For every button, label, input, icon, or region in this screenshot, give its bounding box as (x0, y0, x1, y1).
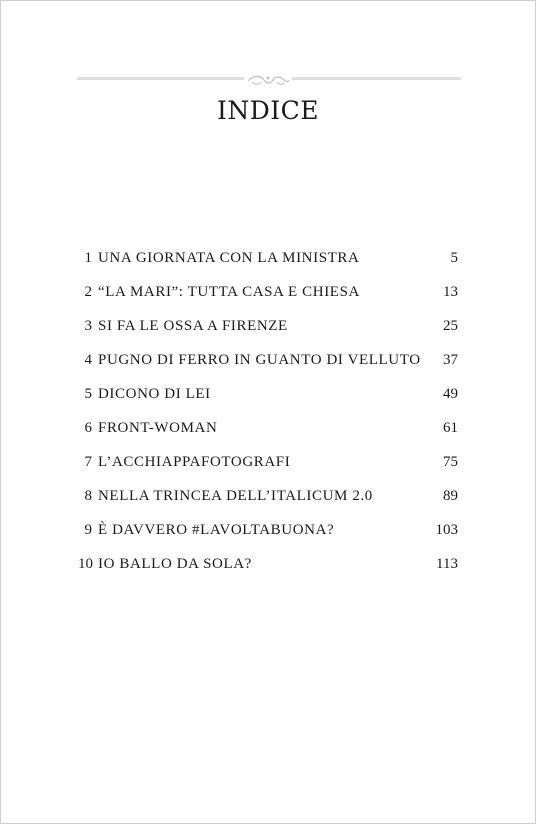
chapter-title: IO BALLO DA SOLA? (98, 556, 252, 572)
chapter-number: 7 (84, 454, 92, 470)
chapter-number: 4 (84, 352, 92, 368)
chapter-number: 10 (78, 556, 93, 572)
toc-entry (78, 246, 460, 280)
chapter-page-number: 103 (435, 522, 458, 538)
chapter-page-number: 37 (443, 352, 458, 368)
chapter-title: È DAVVERO #LAVOLTABUONA? (98, 522, 335, 538)
chapter-title: SI FA LE OSSA A FIRENZE (98, 318, 288, 334)
toc-entry (78, 416, 460, 450)
chapter-title: “LA MARI”: TUTTA CASA E CHIESA (98, 284, 360, 300)
chapter-page-number: 13 (443, 284, 458, 300)
chapter-title: DICONO DI LEI (98, 386, 211, 402)
flourish-ornament-icon (244, 72, 292, 88)
chapter-number: 6 (84, 420, 92, 436)
chapter-page-number: 61 (443, 420, 458, 436)
toc-entry (78, 552, 460, 586)
chapter-page-number: 89 (443, 488, 458, 504)
chapter-title: PUGNO DI FERRO IN GUANTO DI VELLUTO (98, 352, 421, 368)
chapter-number: 2 (84, 284, 92, 300)
chapter-page-number: 113 (436, 556, 458, 572)
chapter-page-number: 75 (443, 454, 458, 470)
toc-entry (78, 450, 460, 484)
chapter-number: 9 (84, 522, 92, 538)
chapter-number: 8 (84, 488, 92, 504)
page-title: INDICE (216, 96, 320, 125)
toc-entry (78, 484, 460, 518)
toc-entry (78, 382, 460, 416)
toc-entry (78, 314, 460, 348)
chapter-page-number: 49 (443, 386, 458, 402)
chapter-title: FRONT-WOMAN (98, 420, 218, 436)
chapter-title: UNA GIORNATA CON LA MINISTRA (98, 250, 360, 266)
toc-entry (78, 348, 460, 382)
chapter-number: 1 (84, 250, 92, 266)
chapter-title: NELLA TRINCEA DELL’ITALICUM 2.0 (98, 488, 373, 504)
chapter-page-number: 5 (450, 250, 458, 266)
chapter-page-number: 25 (443, 318, 458, 334)
toc-entry (78, 280, 460, 314)
table-of-contents (78, 246, 460, 586)
chapter-title: L’ACCHIAPPAFOTOGRAFI (98, 454, 291, 470)
chapter-number: 3 (84, 318, 92, 334)
chapter-number: 5 (84, 386, 92, 402)
toc-entry (78, 518, 460, 552)
